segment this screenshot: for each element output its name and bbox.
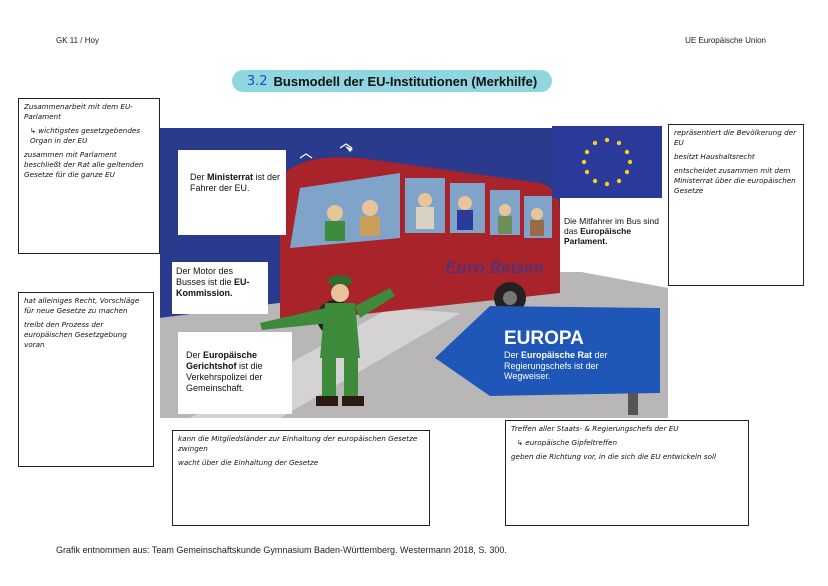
note-europaeischer-rat (505, 420, 749, 526)
note-line: wacht über die Einhaltung der Gesetze (178, 458, 319, 467)
caption-text: ist die Verkehrspolizei der Gemeinschaft. (186, 361, 263, 393)
title-text: Busmodell der EU-Institutionen (Merkhilfe) (273, 73, 538, 89)
caption-bold: EU-Kommission. (176, 277, 250, 298)
note-parlament (668, 124, 804, 286)
bus-label: Euro Reisen (445, 258, 544, 277)
caption-kommission (172, 262, 268, 314)
caption-text: Der (186, 350, 204, 360)
source-footer: Grafik entnommen aus: Team Gemeinschaftskunde Gymnasium Baden-Württemberg. Westermann 2018, S. 300. (56, 545, 507, 555)
note-line: treibt den Prozess der europäischen Gesetzgebung voran (24, 320, 127, 349)
note-line: entscheidet zusammen mit dem Ministerrat über die europäischen Gesetze (674, 166, 796, 195)
caption-bold: Ministerrat (207, 172, 254, 182)
note-line: repräsentiert die Bevölkerung der EU (674, 128, 797, 147)
caption-text: Der Motor des Busses ist die (176, 266, 235, 287)
sign-text (504, 328, 624, 382)
note-line: Zusammenarbeit mit dem EU-Parlament (24, 102, 133, 121)
caption-text: Der (190, 172, 208, 182)
note-line: kann die Mitgliedsländer zur Einhaltung der europäischen Gesetze zwingen (178, 434, 418, 453)
page-title (232, 70, 552, 92)
sign-line: der Regierungschefs ist der Wegweiser. (504, 350, 608, 381)
note-kommission (18, 292, 154, 467)
note-line: geben die Richtung vor, in die sich die EU entwickeln soll (511, 452, 717, 461)
sign-bold: Europäische Rat (521, 350, 593, 360)
sign-title: EUROPA (504, 328, 584, 349)
caption-parlament (560, 212, 666, 272)
note-line: ↳ europäische Gipfeltreffen (517, 438, 617, 447)
note-line: besitzt Haushaltsrecht (674, 152, 755, 161)
eu-flag (552, 126, 662, 198)
caption-text: Die Mitfahrer im Bus sind das (564, 216, 659, 236)
caption-bold: Europäische Parlament. (564, 226, 632, 246)
note-line: hat alleiniges Recht, Vorschläge für neue Gesetze zu machen (24, 296, 140, 315)
caption-ministerrat (178, 150, 286, 235)
note-gerichtshof (172, 430, 430, 526)
note-line: Treffen aller Staats- & Regierungschefs der EU (511, 424, 679, 433)
sign-line: Der (504, 350, 522, 360)
note-line: ↳ wichtigstes gesetzgebendes Organ in der EU (30, 126, 141, 145)
header-course: GK 11 / Hoy (56, 36, 99, 45)
caption-text: ist der Fahrer der EU. (190, 172, 281, 193)
caption-bold: Europäische Gerichtshof (186, 350, 258, 371)
header-unit: UE Europäische Union (685, 36, 766, 45)
caption-gerichtshof (178, 332, 292, 414)
title-number: 3.2 (246, 73, 268, 89)
note-ministerrat (18, 98, 160, 254)
note-line: zusammen mit Parlament beschließt der Rat alle geltenden Gesetze für die ganze EU (24, 150, 144, 179)
